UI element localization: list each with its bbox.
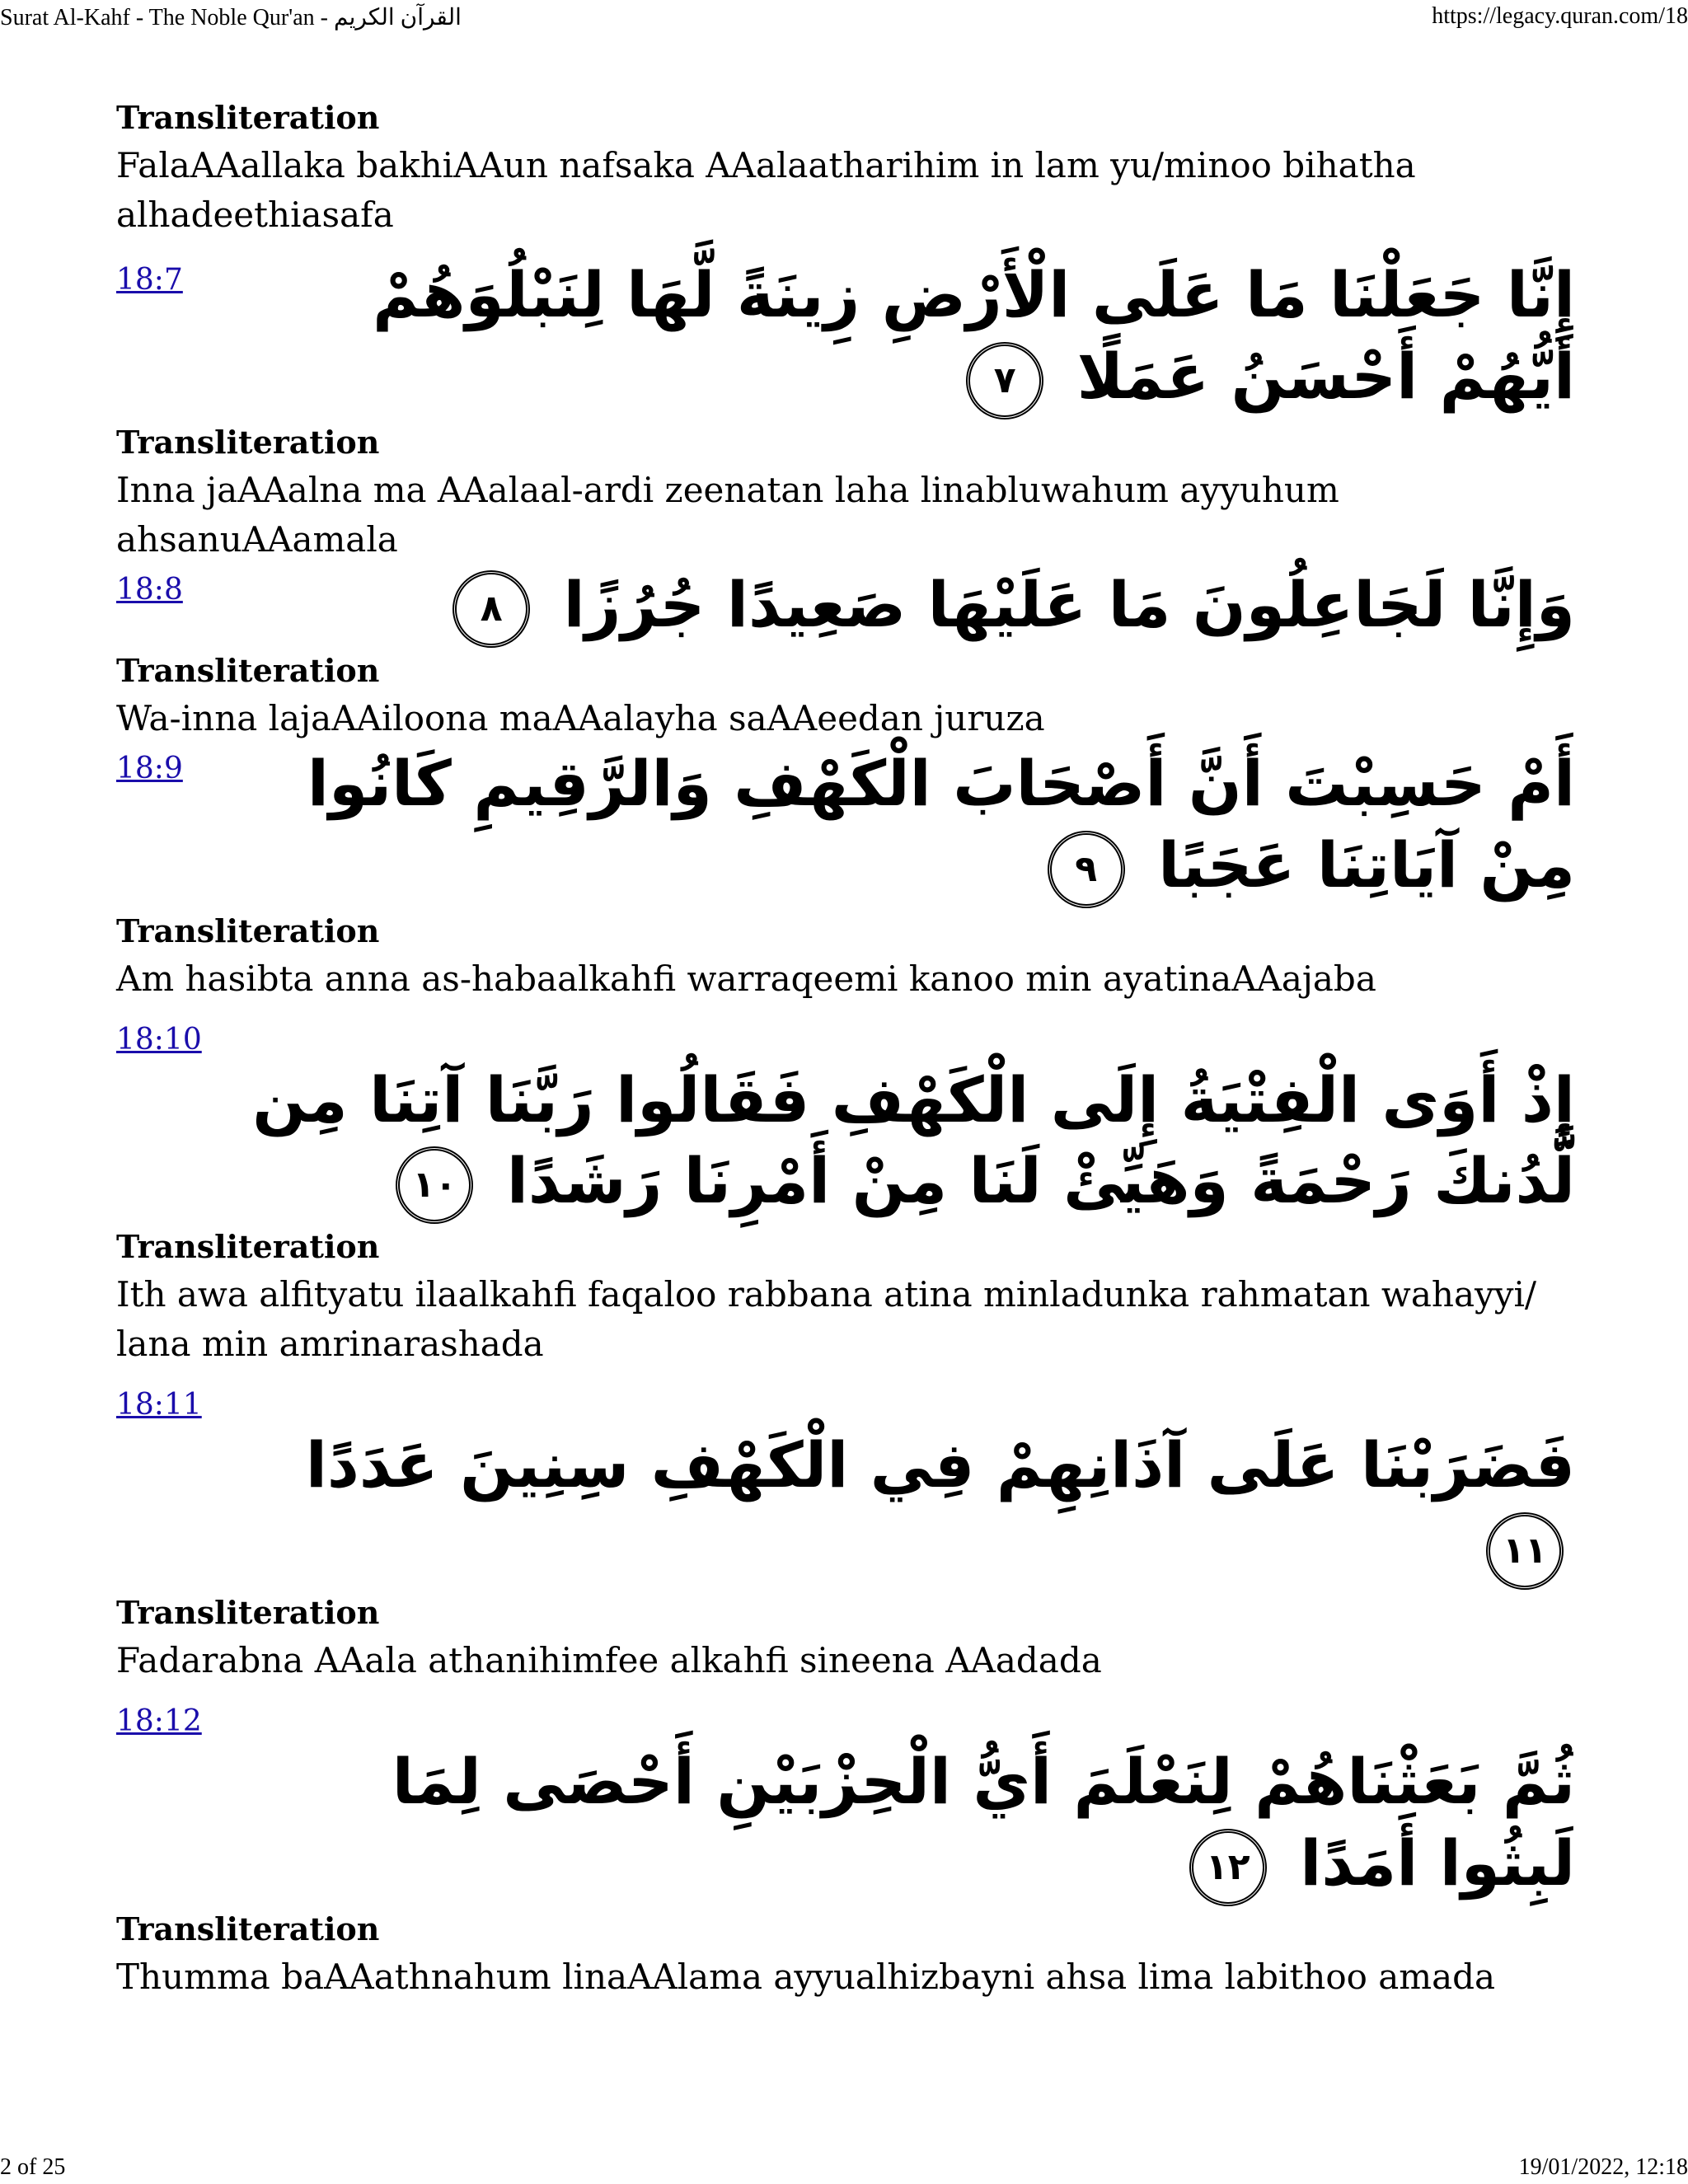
print-page-number: 2 of 25 [0,2154,66,2180]
verse-18-8 [116,565,1575,648]
arabic-text: فَضَرَبْنَا عَلَى آذَانِهِمْ فِي الْكَهْفِ سِنِينَ عَدَدًا [305,1428,1575,1502]
verse-ref-link[interactable]: 18:10 [116,1022,202,1057]
verse-ref-link[interactable]: 18:8 [116,572,183,607]
arabic-text: أَمْ حَسِبْتَ أَنَّ أَصْحَابَ الْكَهْفِ وَالرَّقِيمِ كَانُوا مِنْ آيَاتِنَا عَجَبًا [307,746,1575,902]
ayah-number-marker: ٧ [966,342,1043,419]
verse-ref-link[interactable]: 18:12 [116,1704,202,1739]
arabic-verse-text [116,565,1575,648]
transliteration-text: Inna jaAAalna ma AAalaal-ardi zeenatan laha linabluwahum ayyuhum ahsanuAAamala [116,469,1339,560]
verse-18-9 [116,743,1575,908]
transliteration-block [116,648,1575,743]
arabic-text: إِنَّا جَعَلْنَا مَا عَلَى الْأَرْضِ زِينَةً لَّهَا لِنَبْلُوَهُمْ أَيُّهُمْ أَحْسَنُ عَمَلًا [373,258,1575,413]
transliteration-text: Wa-inna lajaAAiloona maAAalayha saAAeedan juruza [116,697,1045,738]
transliteration-label: Transliteration [116,1594,380,1632]
transliteration-text: Am hasibta anna as-habaalkahfi warraqeemi kanoo min ayatinaAAajaba [116,958,1376,999]
transliteration-block [116,419,1575,565]
arabic-verse-text [116,1425,1575,1590]
print-header-url: https://legacy.quran.com/18 [1432,3,1688,29]
transliteration-block [116,1590,1575,1685]
print-timestamp: 19/01/2022, 12:18 [1518,2154,1688,2180]
transliteration-label: Transliteration [116,1910,380,1947]
verse-ref-link[interactable]: 18:9 [116,751,183,785]
transliteration-label: Transliteration [116,912,380,949]
ayah-number-marker: ٩ [1048,831,1125,908]
transliteration-text: Fadarabna AAala athanihimfee alkahfi sineena AAadada [116,1640,1102,1681]
arabic-verse-text [116,255,1575,419]
arabic-verse-text [116,1060,1575,1225]
verse-ref-link[interactable]: 18:7 [116,263,183,297]
ayah-number-marker: ٨ [452,570,530,648]
page-content [116,95,1575,2002]
verse-18-7 [116,255,1575,419]
verse-ref-link[interactable]: 18:11 [116,1388,202,1422]
transliteration-label: Transliteration [116,99,380,136]
verse-18-11 [116,1369,1575,1590]
ayah-number-marker: ١٠ [396,1146,473,1224]
transliteration-label: Transliteration [116,1228,380,1266]
transliteration-block [116,95,1575,240]
arabic-text: وَإِنَّا لَجَاعِلُونَ مَا عَلَيْهَا صَعِيدًا جُرُزًا [563,567,1575,641]
arabic-verse-text [116,1741,1575,1906]
arabic-text: إِذْ أَوَى الْفِتْيَةُ إِلَى الْكَهْفِ فَقَالُوا رَبَّنَا آتِنَا مِن لَّدُنكَ رَحْمَةً وَهَيِّئْ لَنَا مِنْ أَمْرِنَا رَشَدًا [252,1062,1575,1218]
arabic-text: ثُمَّ بَعَثْنَاهُمْ لِنَعْلَمَ أَيُّ الْحِزْبَيْنِ أَحْصَى لِمَا لَبِثُوا أَمَدًا [392,1745,1575,1900]
transliteration-text: Ith awa alfityatu ilaalkahfi faqaloo rabbana atina minladunka rahmatan wahayyi/ lana min amrinarashada [116,1274,1537,1365]
transliteration-block [116,1224,1575,1369]
ayah-number-marker: ١٢ [1189,1829,1267,1906]
verse-18-10 [116,1004,1575,1225]
transliteration-text: FalaAAallaka bakhiAAun nafsaka AAalaatharihim in lam yu/minoo bihatha alhadeethiasafa [116,145,1416,235]
transliteration-block [116,1906,1575,2002]
transliteration-text: Thumma baAAathnahum linaAAlama ayyualhizbayni ahsa lima labithoo amada [116,1956,1496,1997]
ayah-number-marker: ١١ [1486,1512,1564,1590]
transliteration-label: Transliteration [116,651,380,689]
transliteration-label: Transliteration [116,423,380,461]
print-header-title: Surat Al-Kahf - The Noble Qur'an - القرآن الكريم [0,5,462,30]
transliteration-block [116,908,1575,1004]
arabic-verse-text [116,743,1575,908]
verse-18-12 [116,1685,1575,1906]
